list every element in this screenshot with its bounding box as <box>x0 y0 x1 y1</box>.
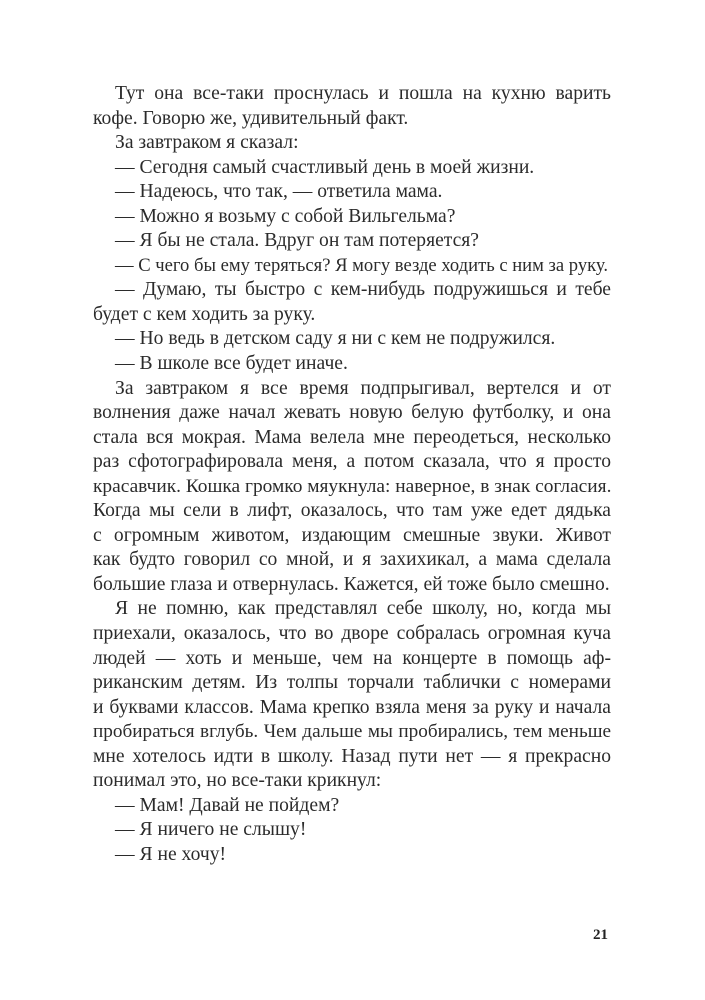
text-line: — Мам! Давай не пойдем? <box>115 794 340 816</box>
text-line: — Я бы не стала. Вдруг он там потеряется? <box>115 230 480 252</box>
text-line: — С чего бы ему теряться? Я могу везде ходить с ним за руку. <box>115 254 608 276</box>
text-line: Я не помню, как представлял себе школу, но, когда мы <box>115 598 611 620</box>
text-line: мне хотелось идти в школу. Назад пути нет — я прекрасно <box>93 745 611 767</box>
text-line: — Но ведь в детском саду я ни с кем не подружился. <box>115 328 556 350</box>
text-line: Когда мы сели в лифт, оказалось, что там уже едет дядька <box>93 500 611 522</box>
text-line: и буквами классов. Мама крепко взяла меня за руку и начала <box>93 696 611 718</box>
text-line: будет с кем ходить за руку. <box>93 303 316 325</box>
body-text <box>93 82 611 868</box>
text-line: — Надеюсь, что так, — ответила мама. <box>115 181 443 203</box>
text-line: людей — хоть и меньше, чем на концерте в помощь аф- <box>93 647 611 669</box>
text-line: стала вся мокрая. Мама велела мне переодеться, несколько <box>93 426 611 448</box>
text-line: За завтраком я сказал: <box>115 132 299 154</box>
text-line: понимал это, но все-таки крикнул: <box>93 770 382 792</box>
text-line: риканским детям. Из толпы торчали таблички с номерами <box>93 672 611 694</box>
text-line: волнения даже начал жевать новую белую футболку, и она <box>93 402 611 424</box>
text-line: — Сегодня самый счастливый день в моей жизни. <box>115 156 535 178</box>
text-line: раз сфотографировала меня, а потом сказала, что я просто <box>93 451 611 473</box>
text-line: с огромным животом, издающим смешные звуки. Живот <box>93 524 611 546</box>
page-number: 21 <box>593 927 608 943</box>
text-line: большие глаза и отвернулась. Кажется, ей тоже было смешно. <box>93 573 610 595</box>
text-line: как будто говорил со мной, и я захихикал, а мама сделала <box>93 549 611 571</box>
text-line: — Я не хочу! <box>115 843 227 865</box>
text-line: Тут она все-таки проснулась и пошла на кухню варить <box>115 83 611 104</box>
text-line: приехали, оказалось, что во дворе собралась огромная куча <box>93 623 611 645</box>
text-line: — В школе все будет иначе. <box>115 353 348 375</box>
text-line: — Думаю, ты быстро с кем-нибудь подружишься и тебе <box>115 279 611 301</box>
text-line: — Я ничего не слышу! <box>115 819 307 841</box>
text-line: пробираться вглубь. Чем дальше мы пробирались, тем меньше <box>93 721 611 743</box>
text-line: кофе. Говорю же, удивительный факт. <box>93 107 409 129</box>
text-line: красавчик. Кошка громко мяукнула: наверное, в знак согласия. <box>93 475 612 497</box>
text-line: За завтраком я все время подпрыгивал, вертелся и от <box>115 377 611 399</box>
text-line: — Можно я возьму с собой Вильгельма? <box>115 205 456 227</box>
